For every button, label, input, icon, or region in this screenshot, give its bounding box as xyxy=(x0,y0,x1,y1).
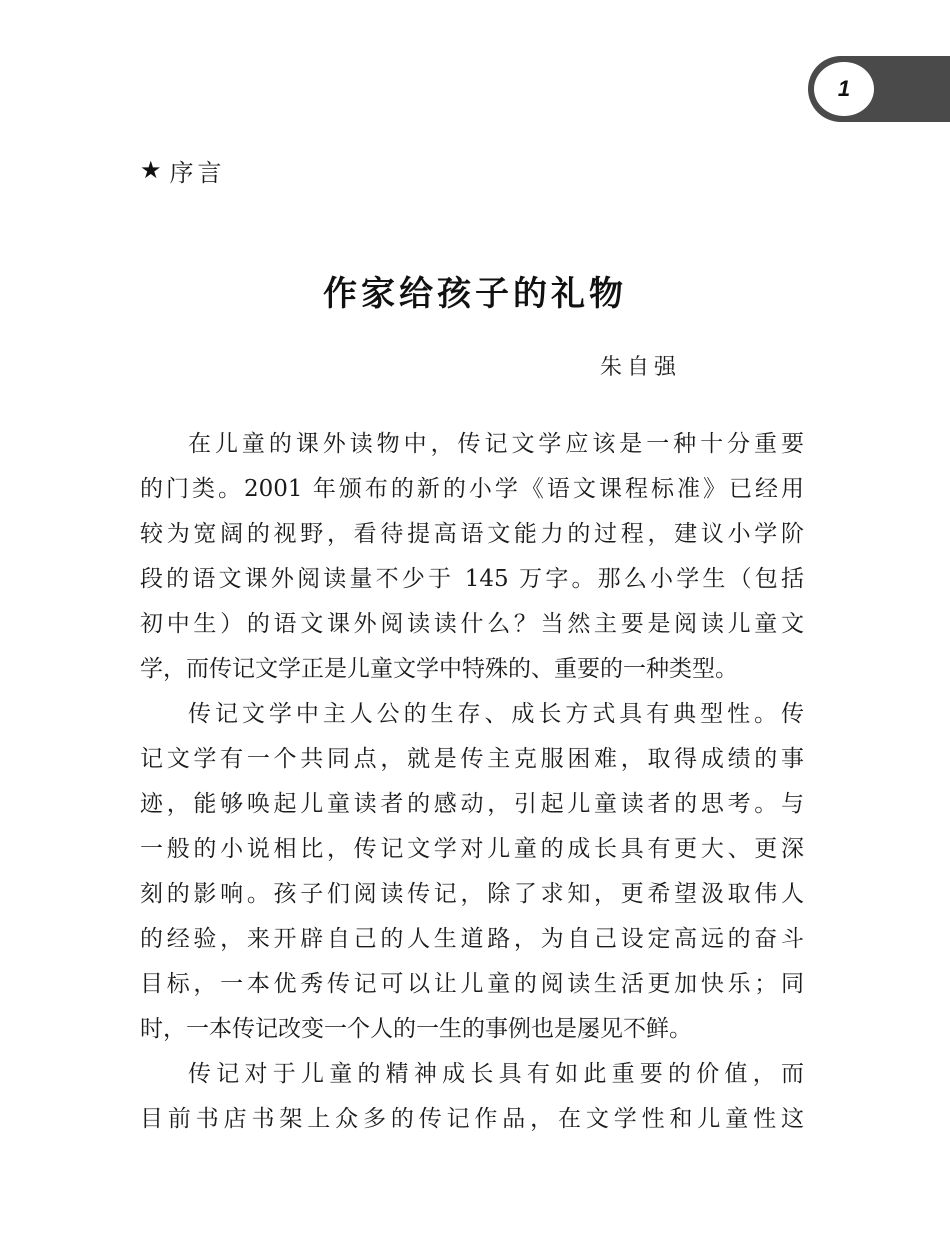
text-line: 刻的影响。孩子们阅读传记，除了求知，更希望汲取伟人 xyxy=(140,881,804,907)
text-line: 时，一本传记改变一个人的一生的事例也是屡见不鲜。 xyxy=(140,1016,692,1042)
article-title: 作家给孩子的礼物 xyxy=(323,274,627,314)
page-number-tab xyxy=(808,56,950,122)
author-name: 朱自强 xyxy=(600,355,682,380)
star-icon: ★ xyxy=(140,156,166,184)
text-line: 传记对于儿童的精神成长具有如此重要的价值，而 xyxy=(188,1061,804,1087)
section-label: 序言 xyxy=(169,158,226,187)
section-header xyxy=(140,150,226,190)
text-line: 的经验，来开辟自己的人生道路，为自己设定高远的奋斗 xyxy=(140,926,804,952)
text-line: 迹，能够唤起儿童读者的感动，引起儿童读者的思考。与 xyxy=(140,791,804,817)
text-line: 一般的小说相比，传记文学对儿童的成长具有更大、更深 xyxy=(140,836,804,862)
body-text xyxy=(140,422,804,1142)
text-line: 记文学有一个共同点，就是传主克服困难，取得成绩的事 xyxy=(140,746,804,772)
text-line: 在儿童的课外读物中，传记文学应该是一种十分重要 xyxy=(188,431,804,457)
text-line: 目标，一本优秀传记可以让儿童的阅读生活更加快乐；同 xyxy=(140,971,804,997)
page-number-circle xyxy=(814,62,874,116)
text-line: 学，而传记文学正是儿童文学中特殊的、重要的一种类型。 xyxy=(140,656,738,682)
text-line: 的门类。2001 年颁布的新的小学《语文课程标准》已经用 xyxy=(140,476,804,502)
text-line: 目前书店书架上众多的传记作品，在文学性和儿童性这 xyxy=(140,1106,804,1132)
text-line: 传记文学中主人公的生存、成长方式具有典型性。传 xyxy=(188,701,804,727)
page-number: 1 xyxy=(837,76,851,101)
text-line: 初中生）的语文课外阅读读什么？当然主要是阅读儿童文 xyxy=(140,611,804,637)
text-line: 较为宽阔的视野，看待提高语文能力的过程，建议小学阶 xyxy=(140,521,804,547)
text-line: 段的语文课外阅读量不少于 145 万字。那么小学生（包括 xyxy=(140,566,804,592)
